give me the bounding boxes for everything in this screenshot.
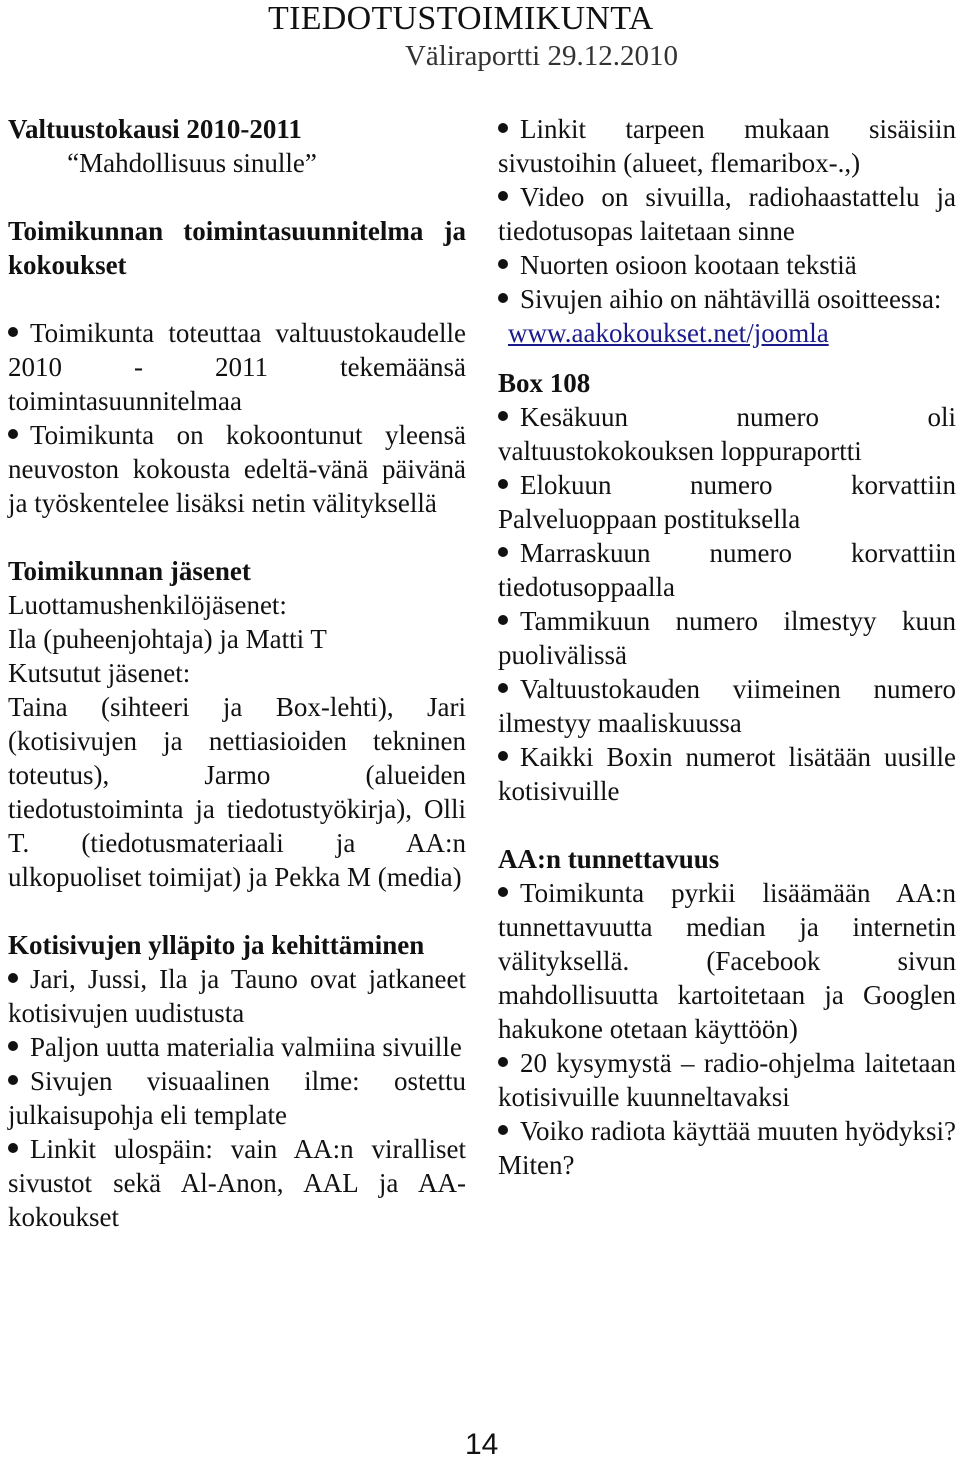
term-subtitle: “Mahdollisuus sinulle” (67, 148, 317, 178)
list-item: Voiko radiota käyttää muuten hyödyksi? Miten? (498, 1116, 956, 1180)
awareness-heading: AA:n tunnettavuus (498, 844, 720, 874)
bullet-icon (8, 429, 18, 439)
trustee-names: Ila (puheenjohtaja) ja Matti T (8, 624, 327, 654)
bullet-icon (498, 123, 508, 133)
bullet-icon (498, 479, 508, 489)
list-item: Elokuun numero korvattiin Palveluoppaan postituksella (498, 470, 956, 534)
box-heading: Box 108 (498, 368, 591, 398)
list-item: Video on sivuilla, radiohaastattelu ja tiedotusopas laitetaan sinne (498, 182, 956, 246)
page-header (268, 0, 738, 72)
website-heading: Kotisivujen ylläpito ja kehittäminen (8, 930, 425, 960)
list-item: Linkit ulospäin: vain AA:n viralliset sivustot sekä Al-Anon, AAL ja AA-kokoukset (8, 1134, 466, 1232)
invited-names: Taina (sihteeri ja Box-lehti), Jari (kotisivujen ja nettiasioiden tekninen toteutus), Jarmo (alueiden tiedotustoiminta ja tiedotustyökirja), Olli T. (tiedotusmateriaali ja AA:n ulkopuoliset toimijat) ja Pekka M (media) (8, 692, 466, 892)
plan-heading: Toimikunnan toimintasuunnitelma ja kokoukset (8, 216, 466, 280)
bullet-icon (498, 751, 508, 761)
list-item: Sivujen aihio on nähtävillä osoitteessa: (498, 282, 956, 316)
page-number: 14 (465, 1428, 499, 1461)
list-item: Paljon uutta materialia valmiina sivuille (8, 1030, 466, 1064)
list-item: Nuorten osioon kootaan tekstiä (498, 248, 956, 282)
list-item: Valtuustokauden viimeinen numero ilmestyy maaliskuussa (498, 674, 956, 738)
list-item: Toimikunta toteuttaa valtuustokaudelle 2010 - 2011 tekemäänsä toimintasuunnitelmaa (8, 318, 466, 416)
page-title: TIEDOTUSTOIMIKUNTA (268, 0, 654, 37)
list-item: Toimikunta on kokoontunut yleensä neuvoston kokousta edeltä-vänä päivänä ja työskentelee lisäksi netin välityksellä (8, 420, 466, 518)
site-url-line (498, 316, 956, 350)
left-column (8, 112, 466, 1234)
bullet-icon (498, 191, 508, 201)
list-item: Kaikki Boxin numerot lisätään uusille kotisivuille (498, 742, 956, 806)
list-item: Jari, Jussi, Ila ja Tauno ovat jatkaneet kotisivujen uudistusta (8, 964, 466, 1028)
invited-label: Kutsutut jäsenet: (8, 658, 191, 688)
list-item: Toimikunta pyrkii lisäämään AA:n tunnettavuutta median ja internetin välityksellä. (Facebook sivun mahdollisuutta kartoitetaan ja Googlen hakukone otetaan käyttöön) (498, 878, 956, 1044)
bullet-icon (8, 973, 18, 983)
bullet-icon (8, 1041, 18, 1051)
list-item: Sivujen visuaalinen ilme: ostettu julkaisupohja eli template (8, 1066, 466, 1130)
page-subtitle: Väliraportti 29.12.2010 (404, 40, 678, 72)
list-item: 20 kysymystä – radio-ohjelma laitetaan kotisivuille kuunneltavaksi (498, 1048, 956, 1112)
bullet-icon (498, 615, 508, 625)
members-heading: Toimikunnan jäsenet (8, 556, 251, 586)
bullet-icon (498, 293, 508, 303)
bullet-icon (498, 411, 508, 421)
term-title: Valtuustokausi 2010-2011 (8, 114, 302, 144)
bullet-icon (498, 1125, 508, 1135)
bullet-icon (498, 683, 508, 693)
list-item: Kesäkuun numero oli valtuustokokouksen loppuraportti (498, 402, 956, 466)
trustee-label: Luottamushenkilöjäsenet: (8, 590, 287, 620)
list-item: Linkit tarpeen mukaan sisäisiin sivustoihin (alueet, flemaribox-.,) (498, 114, 956, 178)
bullet-icon (8, 1075, 18, 1085)
bullet-icon (498, 547, 508, 557)
bullet-icon (8, 1143, 18, 1153)
site-url-link[interactable]: www.aakokoukset.net/joomla (508, 318, 829, 348)
right-column (498, 112, 956, 1182)
list-item: Tammikuun numero ilmestyy kuun puolivälissä (498, 606, 956, 670)
bullet-icon (8, 327, 18, 337)
bullet-icon (498, 887, 508, 897)
list-item: Marraskuun numero korvattiin tiedotusoppaalla (498, 538, 956, 602)
bullet-icon (498, 1057, 508, 1067)
bullet-icon (498, 259, 508, 269)
